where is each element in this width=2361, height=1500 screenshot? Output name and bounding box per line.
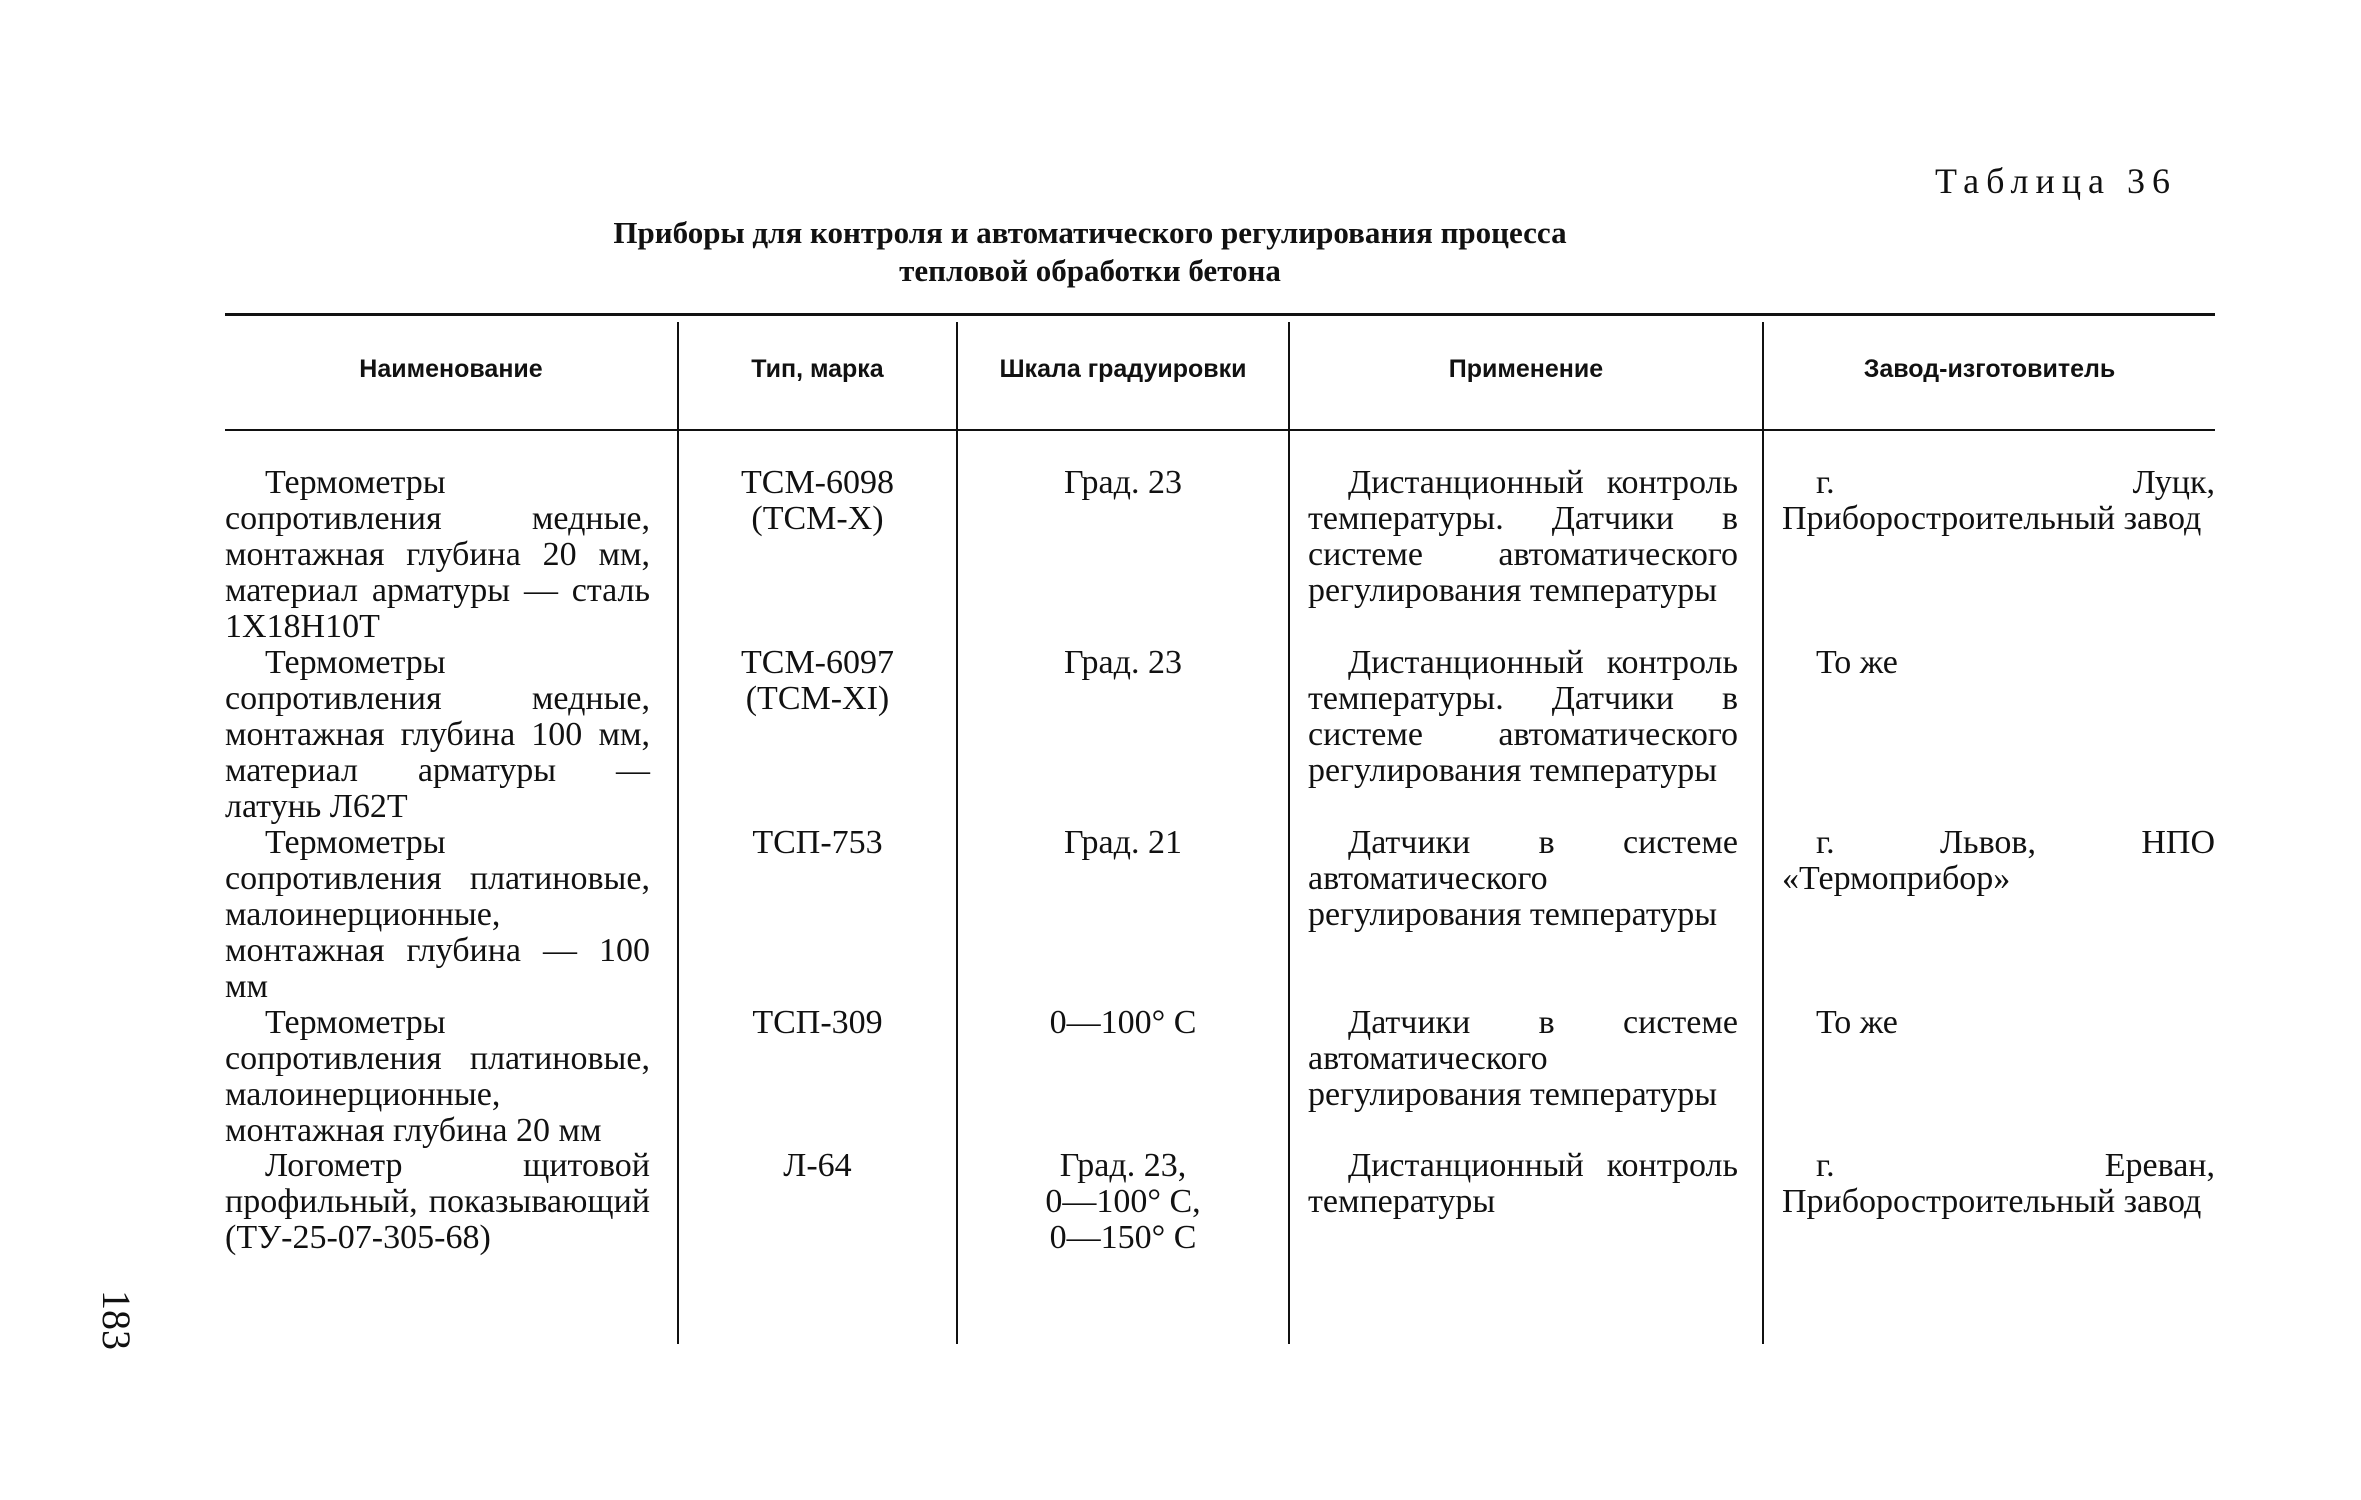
row-4-name: Термометры сопротивления платиновые, малоинерционные, монтажная глубина 20 мм [225, 1004, 650, 1149]
row-1-application: Дистанционный контроль температуры. Датчики в системе автоматического регулирования температуры [1308, 464, 1738, 609]
row-1-name: Термометры сопротивления медные, монтажная глубина 20 мм, материал арматуры — сталь 1Х18Н10Т [225, 464, 650, 645]
row-1-manufacturer: г. Луцк, Приборостроительный завод [1782, 464, 2215, 537]
table-top-rule [225, 313, 2215, 316]
row-2-type: ТСМ-6097 (ТСМ-XI) [741, 644, 894, 717]
row-2-application: Дистанционный контроль температуры. Датчики в системе автоматического регулирования температуры [1308, 644, 1738, 789]
row-5-manufacturer: г. Ереван, Приборостроительный завод [1782, 1147, 2215, 1220]
page-number: 183 [94, 1290, 139, 1350]
table-title-line-1: Приборы для контроля и автоматического регулирования процесса [613, 215, 1567, 250]
column-divider-4 [1762, 322, 1764, 1344]
row-2-scale: Град. 23 [1064, 644, 1182, 681]
column-divider-3 [1288, 322, 1290, 1344]
row-3-type: ТСП-753 [752, 824, 883, 861]
row-5-type: Л-64 [783, 1147, 852, 1184]
row-3-application: Датчики в системе автоматического регулирования температуры [1308, 824, 1738, 933]
row-5-scale: Град. 23, 0—100° С, 0—150° С [1045, 1147, 1201, 1256]
row-4-scale: 0—100° С [1049, 1004, 1197, 1041]
row-3-name: Термометры сопротивления платиновые, малоинерционные, монтажная глубина — 100 мм [225, 824, 650, 1005]
row-5-name: Логометр щитовой профильный, показывающий (ТУ-25-07-305-68) [225, 1147, 650, 1256]
row-4-manufacturer: То же [1816, 1004, 1898, 1041]
column-header-application: Применение [1448, 355, 1604, 383]
table-number: Таблица 36 [1935, 161, 2177, 201]
row-3-scale: Град. 21 [1064, 824, 1182, 861]
column-header-scale: Шкала градуировки [999, 355, 1247, 383]
row-2-manufacturer: То же [1816, 644, 1898, 681]
column-header-name: Наименование [359, 355, 543, 383]
row-2-name: Термометры сопротивления медные, монтажная глубина 100 мм, материал арматуры — латунь Л62Т [225, 644, 650, 825]
column-header-type: Тип, марка [751, 355, 884, 383]
table-header-rule [225, 429, 2215, 431]
row-4-application: Датчики в системе автоматического регулирования температуры [1308, 1004, 1738, 1113]
row-3-manufacturer: г. Львов, НПО «Термоприбор» [1782, 824, 2215, 897]
table-title [330, 214, 1850, 290]
row-4-type: ТСП-309 [752, 1004, 883, 1041]
column-header-manufacturer: Завод-изготовитель [1863, 355, 2116, 383]
row-5-application: Дистанционный контроль температуры [1308, 1147, 1738, 1220]
table-title-line-2: тепловой обработки бетона [899, 253, 1281, 288]
row-1-type: ТСМ-6098 (ТСМ-Х) [741, 464, 894, 537]
row-1-scale: Град. 23 [1064, 464, 1182, 501]
